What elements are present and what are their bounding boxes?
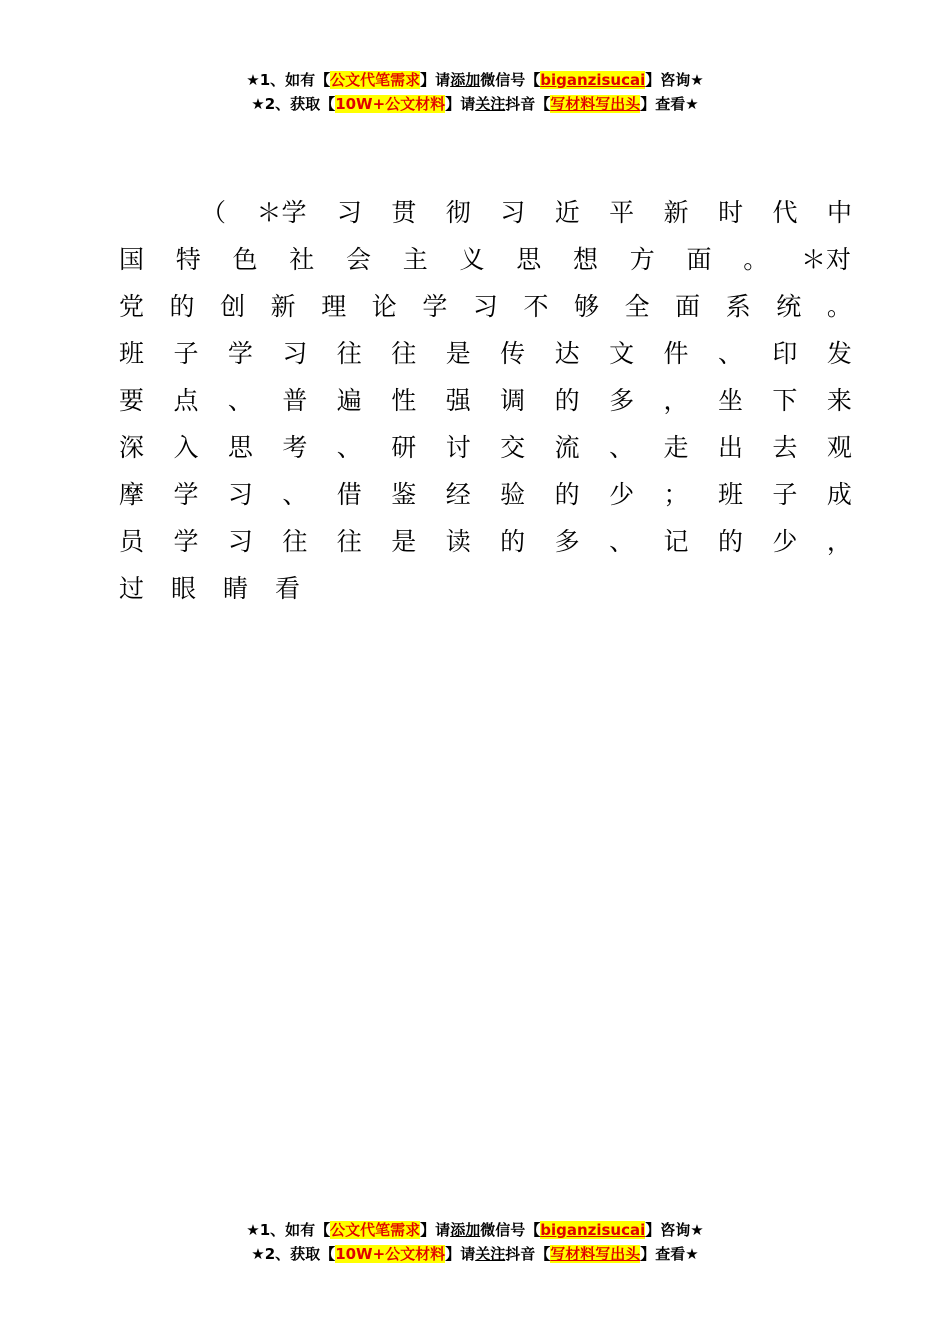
body-char: ＊学 — [256, 197, 307, 227]
body-char: 习 — [227, 479, 253, 509]
body-char: 摩 — [118, 479, 144, 509]
body-char: 往 — [336, 526, 362, 556]
body-char: 会 — [345, 244, 371, 274]
body-char: 中 — [826, 197, 852, 227]
body-char: 达 — [554, 338, 580, 368]
body-char: 、 — [609, 526, 635, 556]
body-char: 借 — [336, 479, 362, 509]
header-line-1-prefix: ★1、如有【 — [246, 71, 331, 89]
body-char: 件 — [663, 338, 689, 368]
body-char: ＊对 — [800, 244, 851, 274]
body-char: 睛 — [222, 573, 248, 603]
body-char: 往 — [282, 526, 308, 556]
header-line-1-suffix: 】咨询★ — [645, 71, 704, 89]
body-char: 下 — [772, 385, 798, 415]
footer-follow-text: 关注 — [475, 1245, 506, 1263]
body-char: 。 — [743, 244, 769, 274]
body-line — [118, 234, 853, 281]
body-char: 、 — [336, 432, 362, 462]
body-char: 时 — [718, 197, 744, 227]
footer-line-1-prefix: ★1、如有【 — [246, 1221, 331, 1239]
body-char: 过 — [118, 573, 144, 603]
footer-douyin-account: 写材料写出头 — [550, 1245, 641, 1263]
body-char: 研 — [391, 432, 417, 462]
footer-highlight-service: 公文代笔需求 — [330, 1221, 421, 1239]
header-douyin-label: 抖音【 — [505, 95, 551, 113]
body-char: 是 — [391, 526, 417, 556]
body-char: 少 — [772, 526, 798, 556]
header-highlight-materials: 10W+公文材料 — [335, 95, 446, 113]
document-body — [118, 187, 853, 610]
body-char: 新 — [270, 291, 296, 321]
body-char: 学 — [422, 291, 448, 321]
footer-douyin-label: 抖音【 — [505, 1245, 551, 1263]
header-line-1-text: 】请 — [420, 71, 451, 89]
body-char: 义 — [459, 244, 485, 274]
body-char: ， — [663, 385, 689, 415]
body-char: 统 — [776, 291, 802, 321]
header-line-1 — [0, 68, 950, 92]
body-char: 往 — [391, 338, 417, 368]
body-char: 多 — [554, 526, 580, 556]
header-highlight-service: 公文代笔需求 — [330, 71, 421, 89]
body-char: 记 — [663, 526, 689, 556]
footer-highlight-materials: 10W+公文材料 — [335, 1245, 446, 1263]
body-char: 验 — [500, 479, 526, 509]
body-char: 往 — [336, 338, 362, 368]
body-char: 来 — [826, 385, 852, 415]
body-char: 国 — [118, 244, 144, 274]
body-char: 方 — [629, 244, 655, 274]
body-char: 、 — [717, 338, 743, 368]
body-char: 班 — [118, 338, 144, 368]
body-char: 要 — [118, 385, 144, 415]
footer-line-1-text: 】请 — [420, 1221, 451, 1239]
body-char: 发 — [826, 338, 852, 368]
body-char: ， — [826, 526, 852, 556]
body-line — [118, 187, 853, 234]
body-char: 不 — [523, 291, 549, 321]
body-char: 考 — [282, 432, 308, 462]
body-char: 传 — [500, 338, 526, 368]
body-char: 学 — [173, 526, 199, 556]
body-char: 全 — [624, 291, 650, 321]
body-char: 社 — [289, 244, 315, 274]
body-char: 平 — [609, 197, 635, 227]
body-char: 经 — [445, 479, 471, 509]
body-char: 普 — [282, 385, 308, 415]
body-char: 多 — [609, 385, 635, 415]
body-char: 学 — [173, 479, 199, 509]
footer-banner — [0, 1218, 950, 1266]
body-char: 理 — [321, 291, 347, 321]
footer-line-2-text: 】请 — [445, 1245, 476, 1263]
footer-add-text: 添加 — [450, 1221, 481, 1239]
body-char: 贯 — [391, 197, 417, 227]
body-char: 论 — [371, 291, 397, 321]
body-char: 文 — [609, 338, 635, 368]
header-line-2-prefix: ★2、获取【 — [251, 95, 336, 113]
body-char: 。 — [826, 291, 852, 321]
body-char: 点 — [173, 385, 199, 415]
body-char: 色 — [232, 244, 258, 274]
body-char: 性 — [391, 385, 417, 415]
body-char: 习 — [500, 197, 526, 227]
body-char: 深 — [118, 432, 144, 462]
body-char: ； — [663, 479, 689, 509]
body-char: 子 — [772, 479, 798, 509]
body-line — [118, 328, 853, 375]
body-char: 讨 — [445, 432, 471, 462]
footer-line-2 — [0, 1242, 950, 1266]
footer-line-1-suffix: 】咨询★ — [645, 1221, 704, 1239]
body-char: 面 — [675, 291, 701, 321]
body-char: 够 — [574, 291, 600, 321]
body-char: 想 — [572, 244, 598, 274]
body-char: 交 — [500, 432, 526, 462]
header-line-2-text: 】请 — [445, 95, 476, 113]
body-char: （ — [200, 197, 226, 227]
header-add-text: 添加 — [450, 71, 481, 89]
body-char: 遍 — [336, 385, 362, 415]
body-char: 走 — [663, 432, 689, 462]
body-char: 思 — [516, 244, 542, 274]
header-wechat-label: 微信号【 — [480, 71, 541, 89]
header-line-2 — [0, 92, 950, 116]
body-char: 面 — [686, 244, 712, 274]
header-wechat-id: biganzisucai — [540, 71, 646, 89]
body-char: 新 — [663, 197, 689, 227]
body-char: 的 — [169, 291, 195, 321]
body-char: 是 — [445, 338, 471, 368]
body-line — [118, 563, 853, 610]
body-char: 看 — [274, 573, 300, 603]
body-char: 的 — [500, 526, 526, 556]
body-char: 特 — [175, 244, 201, 274]
body-line — [118, 516, 853, 563]
body-char: 班 — [717, 479, 743, 509]
body-char: 创 — [220, 291, 246, 321]
body-char: 的 — [554, 479, 580, 509]
body-char: 习 — [282, 338, 308, 368]
body-char: 主 — [402, 244, 428, 274]
body-char: 流 — [554, 432, 580, 462]
body-line — [118, 422, 853, 469]
header-line-2-suffix: 】查看★ — [640, 95, 699, 113]
body-char: 、 — [227, 385, 253, 415]
body-char: 眼 — [170, 573, 196, 603]
body-char: 党 — [118, 291, 144, 321]
body-char: 入 — [173, 432, 199, 462]
body-line — [118, 469, 853, 516]
header-banner — [0, 68, 950, 116]
body-char: 学 — [227, 338, 253, 368]
body-char: 习 — [336, 197, 362, 227]
body-char: 强 — [445, 385, 471, 415]
footer-line-2-suffix: 】查看★ — [640, 1245, 699, 1263]
body-line — [118, 375, 853, 422]
body-char: 、 — [609, 432, 635, 462]
body-char: 系 — [725, 291, 751, 321]
header-follow-text: 关注 — [475, 95, 506, 113]
body-char: 子 — [173, 338, 199, 368]
body-char: 彻 — [445, 197, 471, 227]
body-char: 成 — [826, 479, 852, 509]
footer-line-1 — [0, 1218, 950, 1242]
body-line — [118, 281, 853, 328]
body-char: 、 — [282, 479, 308, 509]
body-char: 调 — [500, 385, 526, 415]
body-char: 近 — [554, 197, 580, 227]
body-char: 读 — [445, 526, 471, 556]
body-char: 代 — [772, 197, 798, 227]
header-douyin-account: 写材料写出头 — [550, 95, 641, 113]
body-char: 的 — [717, 526, 743, 556]
footer-line-2-prefix: ★2、获取【 — [251, 1245, 336, 1263]
body-char: 习 — [472, 291, 498, 321]
body-char: 去 — [772, 432, 798, 462]
footer-wechat-id: biganzisucai — [540, 1221, 646, 1239]
body-char: 习 — [227, 526, 253, 556]
footer-wechat-label: 微信号【 — [480, 1221, 541, 1239]
body-char: 思 — [227, 432, 253, 462]
body-char: 的 — [554, 385, 580, 415]
body-char: 鉴 — [391, 479, 417, 509]
body-char: 印 — [772, 338, 798, 368]
body-char: 出 — [717, 432, 743, 462]
body-char: 少 — [609, 479, 635, 509]
body-char: 员 — [118, 526, 144, 556]
body-char: 坐 — [717, 385, 743, 415]
body-char: 观 — [826, 432, 852, 462]
